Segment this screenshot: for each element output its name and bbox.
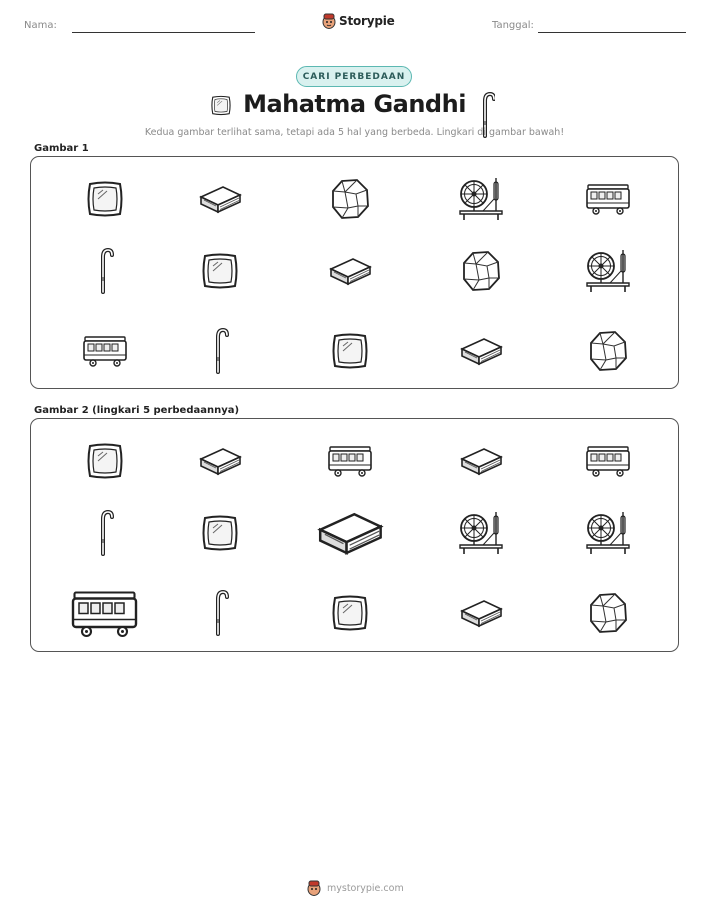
picture-2-label: Gambar 2 (lingkari 5 perbedaannya) (34, 405, 240, 416)
brand-name: Storypie (339, 14, 395, 28)
storypie-mascot-icon (307, 880, 321, 896)
tram-icon[interactable] (585, 444, 631, 478)
rock-icon (330, 178, 370, 220)
book-icon[interactable] (458, 445, 504, 477)
title-walking-cane-icon (479, 92, 495, 122)
footer-website[interactable]: mystorypie.com (327, 882, 404, 894)
tram-icon[interactable] (327, 444, 373, 478)
date-label: Tanggal: (492, 20, 534, 31)
spinning-wheel-icon (458, 177, 504, 221)
tram-icon (82, 334, 128, 368)
walking-cane-icon (97, 248, 113, 294)
tram-icon[interactable] (70, 588, 139, 639)
mirror-icon[interactable] (200, 514, 240, 552)
mirror-icon (200, 252, 240, 290)
book-icon (197, 183, 243, 215)
walking-cane-icon[interactable] (97, 510, 113, 556)
name-label: Nama: (24, 20, 57, 31)
picture-1-label: Gambar 1 (34, 143, 89, 154)
rock-icon[interactable] (588, 592, 628, 634)
book-icon[interactable] (458, 597, 504, 629)
picture-2-panel[interactable] (30, 418, 679, 652)
name-line[interactable] (72, 32, 255, 33)
picture-1-panel (30, 156, 679, 389)
mirror-icon[interactable] (85, 442, 125, 480)
spinning-wheel-icon (585, 249, 631, 293)
spinning-wheel-icon[interactable] (585, 511, 631, 555)
date-line[interactable] (538, 32, 686, 33)
spinning-wheel-icon[interactable] (458, 511, 504, 555)
book-icon (458, 335, 504, 367)
walking-cane-icon[interactable] (212, 590, 228, 636)
instructions: Kedua gambar terlihat sama, tetapi ada 5 hal yang berbeda. Lingkari di gambar bawah! (144, 127, 565, 138)
activity-badge: CARI PERBEDAAN (296, 66, 412, 87)
walking-cane-icon (212, 328, 228, 374)
page-title: Mahatma Gandhi (243, 90, 466, 118)
brand-logo (322, 13, 395, 29)
book-icon (327, 255, 373, 287)
rock-icon (461, 250, 501, 292)
mirror-icon[interactable] (330, 594, 370, 632)
mirror-icon (330, 332, 370, 370)
book-icon[interactable] (197, 445, 243, 477)
book-icon[interactable] (314, 508, 385, 558)
storypie-mascot-icon (322, 13, 336, 29)
mirror-icon (85, 180, 125, 218)
rock-icon (588, 330, 628, 372)
footer (307, 880, 404, 896)
tram-icon (585, 182, 631, 216)
